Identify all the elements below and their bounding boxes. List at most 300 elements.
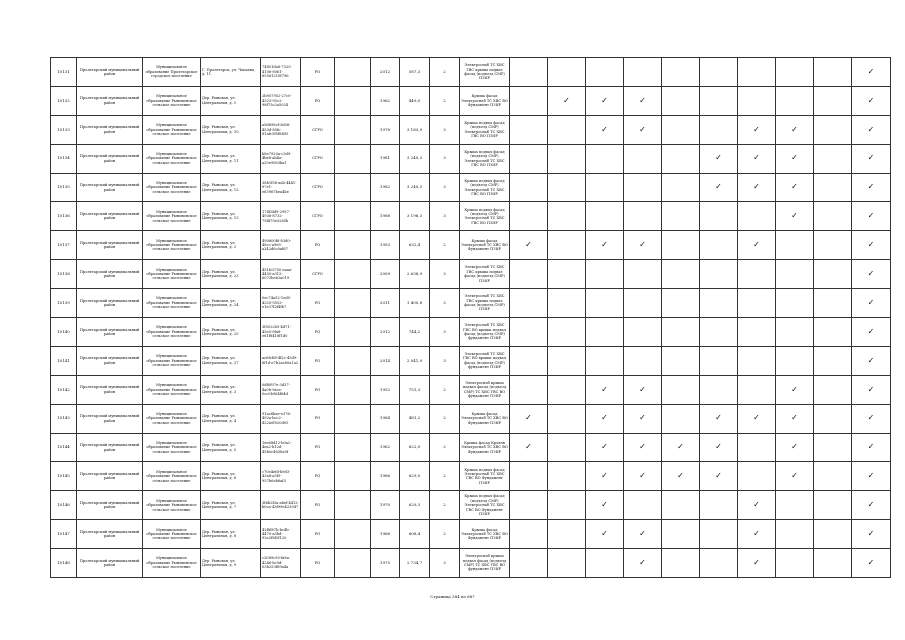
works-cell: Крыша фасад Электроснаб ТС ХВС ВО Фундамент ПЗИР [460, 404, 510, 433]
table-row [51, 231, 891, 260]
empty-check-cell [814, 404, 852, 433]
address-cell: Дер. Рыновая, ул. Центральная, д. 8 [201, 520, 261, 549]
year-cell: 1978 [371, 115, 400, 144]
check-icon: ✓ [852, 115, 891, 144]
guid-cell: 38b1f58-aab-4441-97e1-e63967bea4be [261, 173, 301, 202]
check-icon: ✓ [738, 549, 776, 578]
empty-check-cell [624, 144, 662, 173]
empty-check-cell [776, 58, 814, 87]
empty-check-cell [548, 260, 586, 289]
empty-check-cell [548, 404, 586, 433]
check-icon: ✓ [852, 86, 891, 115]
empty-check-cell [624, 202, 662, 231]
settlement-cell: Муниципальное образование Рыновинское сельское поселение [143, 404, 201, 433]
empty-check-cell [662, 86, 700, 115]
settlement-cell: Муниципальное образование Рыновинское сельское поселение [143, 433, 201, 462]
empty-check-cell [548, 144, 586, 173]
empty-check-cell [700, 318, 738, 347]
guid-cell: 74851da8-7325-4106-8061-85561210f796 [261, 58, 301, 87]
district-cell: Пролетарский муниципальный район [77, 260, 143, 289]
year-cell: 1966 [371, 520, 400, 549]
area-cell: 3 240,3 [400, 173, 430, 202]
check-icon: ✓ [776, 144, 814, 173]
area-cell: 2 734,7 [400, 549, 430, 578]
check-icon: ✓ [662, 433, 700, 462]
empty-check-cell [700, 260, 738, 289]
management-form-cell: РО [301, 404, 335, 433]
empty-check-cell [586, 260, 624, 289]
guid-cell: 3f6b2f3a-abef-4412-b0ca-43f99e423947 [261, 491, 301, 520]
table-row [51, 375, 891, 404]
empty-check-cell [700, 231, 738, 260]
check-icon: ✓ [852, 260, 891, 289]
floors-cell: 3 [430, 318, 460, 347]
empty-check-cell [814, 289, 852, 318]
floors-cell: 3 [430, 346, 460, 375]
empty-check-cell [624, 260, 662, 289]
district-cell: Пролетарский муниципальный район [77, 202, 143, 231]
check-icon: ✓ [700, 144, 738, 173]
check-icon: ✓ [624, 86, 662, 115]
management-form-cell: СГРО [301, 115, 335, 144]
empty-check-cell [586, 549, 624, 578]
address-cell: Дер. Рыновая, ул. Центральная, д. 4 [201, 404, 261, 433]
check-icon: ✓ [852, 346, 891, 375]
district-cell: Пролетарский муниципальный район [77, 86, 143, 115]
empty-check-cell [510, 289, 548, 318]
empty-check-cell [510, 549, 548, 578]
empty-check-cell [510, 58, 548, 87]
floors-cell: 3 [430, 289, 460, 318]
empty-check-cell [586, 144, 624, 173]
empty-check-cell [586, 173, 624, 202]
floors-cell: 3 [430, 115, 460, 144]
district-cell: Пролетарский муниципальный район [77, 173, 143, 202]
settlement-cell: Муниципальное образование Рыновинское сельское поселение [143, 115, 201, 144]
management-form-cell: СГРО [301, 144, 335, 173]
empty-check-cell [510, 491, 548, 520]
check-icon: ✓ [700, 462, 738, 491]
check-icon: ✓ [852, 231, 891, 260]
empty-check-cell [586, 346, 624, 375]
empty-check-cell [662, 144, 700, 173]
works-cell: Электроснаб ТС ХВС ГВС крыша подвал фасад (подъезд СМР) ПЗИР [460, 58, 510, 87]
check-icon: ✓ [738, 231, 776, 260]
row-number: 10133 [51, 115, 77, 144]
table-row [51, 491, 891, 520]
area-cell: 608,4 [400, 520, 430, 549]
empty-check-cell [510, 346, 548, 375]
empty-check-cell [548, 462, 586, 491]
table-row [51, 433, 891, 462]
address-cell: Дер. Рыновая, ул. Центральная, д. 2 [201, 231, 261, 260]
empty-check-cell [738, 375, 776, 404]
guid-cell: 0df0f07e-3d37-4a0b-9ace-0cc0b964f64d [261, 375, 301, 404]
works-cell: Крыша фасад Электроснаб ТС ХВС ВО Фундамент ПЗИР [460, 86, 510, 115]
empty-cell [335, 144, 371, 173]
empty-cell [335, 549, 371, 578]
settlement-cell: Муниципальное образование Рыновинское сельское поселение [143, 86, 201, 115]
table-row [51, 86, 891, 115]
area-cell: 751,3 [400, 375, 430, 404]
empty-check-cell [510, 375, 548, 404]
empty-check-cell [700, 58, 738, 87]
works-cell: Крыша подвал фасад (подъезд СМР) Электроснаб ТС ХВС ГВС ВО ПЗИР [460, 173, 510, 202]
guid-cell: 490800f6-83d0-48cc-a9e5-a242d6c0af67 [261, 231, 301, 260]
address-cell: Дер. Рыновая, ул. Центральная, д. 3 [201, 375, 261, 404]
empty-check-cell [510, 318, 548, 347]
floors-cell: 2 [430, 404, 460, 433]
year-cell: 2011 [371, 289, 400, 318]
area-cell: 2 638,9 [400, 260, 430, 289]
check-icon: ✓ [586, 231, 624, 260]
area-cell: 744,2 [400, 318, 430, 347]
address-cell: Дер. Рыновая, ул. Центральная, д. 11 [201, 144, 261, 173]
check-icon: ✓ [776, 404, 814, 433]
year-cell: 2012 [371, 58, 400, 87]
district-cell: Пролетарский муниципальный район [77, 462, 143, 491]
works-cell: Крыша подвал фасад (подъезд СМР) Электроснаб ТС ХВС ГВС ВО ПЗИР [460, 144, 510, 173]
management-form-cell: РО [301, 462, 335, 491]
check-icon: ✓ [738, 491, 776, 520]
floors-cell: 2 [430, 520, 460, 549]
empty-check-cell [624, 289, 662, 318]
check-icon: ✓ [852, 318, 891, 347]
works-cell: Крыша подвал фасад (подъезд СМР) Электроснаб ТС ХВС ГВС ВО ПЗИР [460, 115, 510, 144]
housing-register-table [50, 57, 891, 578]
guid-cell: 42f8f87b-bc4b-4470-a5bd-92e2f8f2f120 [261, 520, 301, 549]
area-cell: 629,5 [400, 462, 430, 491]
area-cell: 3 196,3 [400, 202, 430, 231]
empty-check-cell [662, 231, 700, 260]
empty-check-cell [662, 549, 700, 578]
works-cell: Крыша фасад Электроснаб ТС ХВС ВО Фундамент ПЗИР [460, 520, 510, 549]
check-icon: ✓ [510, 404, 548, 433]
empty-check-cell [738, 86, 776, 115]
check-icon: ✓ [586, 404, 624, 433]
empty-check-cell [662, 318, 700, 347]
management-form-cell: РО [301, 549, 335, 578]
row-number: 10138 [51, 260, 77, 289]
empty-check-cell [510, 462, 548, 491]
guid-cell: b8e7920a-c3d9-4be8-ab4a-a29e9563ba1 [261, 144, 301, 173]
guid-cell: c70e4efd-b9d3-43a8-a5f5-957b6eb8af3 [261, 462, 301, 491]
floors-cell: 2 [430, 433, 460, 462]
table-row [51, 289, 891, 318]
check-icon: ✓ [624, 375, 662, 404]
table-row [51, 173, 891, 202]
empty-check-cell [776, 491, 814, 520]
year-cell: 1966 [371, 462, 400, 491]
district-cell: Пролетарский муниципальный район [77, 144, 143, 173]
settlement-cell: Муниципальное образование Рыновинское сельское поселение [143, 520, 201, 549]
empty-check-cell [548, 173, 586, 202]
district-cell: Пролетарский муниципальный район [77, 491, 143, 520]
works-cell: Электроснаб ТС ХВС ГВС ВО крыша подвал фасад (подъезд СМР) фундамент ПЗИР [460, 346, 510, 375]
check-icon: ✓ [852, 491, 891, 520]
area-cell: 622,0 [400, 433, 430, 462]
table-row [51, 115, 891, 144]
area-cell: 481,2 [400, 404, 430, 433]
empty-check-cell [662, 202, 700, 231]
area-cell: 3 240,3 [400, 144, 430, 173]
row-number: 10134 [51, 144, 77, 173]
year-cell: 1982 [371, 173, 400, 202]
management-form-cell: СГРО [301, 173, 335, 202]
check-icon: ✓ [776, 433, 814, 462]
guid-cell: c2089c95-fa8a-4246-bc9d-03b253f89a4a [261, 549, 301, 578]
check-icon: ✓ [586, 520, 624, 549]
empty-check-cell [548, 115, 586, 144]
empty-check-cell [548, 433, 586, 462]
row-number: 10144 [51, 433, 77, 462]
check-icon: ✓ [510, 433, 548, 462]
district-cell: Пролетарский муниципальный район [77, 231, 143, 260]
empty-check-cell [510, 86, 548, 115]
area-cell: 587,3 [400, 58, 430, 87]
table-row [51, 462, 891, 491]
works-cell: Крыша подвал фасад (подъезд СМР) Электроснаб ТС ХВС ГВС ВО ПЗИР [460, 202, 510, 231]
guid-cell: 174f3bf9-2957-4936-8732-794f70e3265b [261, 202, 301, 231]
check-icon: ✓ [776, 173, 814, 202]
empty-check-cell [662, 375, 700, 404]
empty-check-cell [624, 173, 662, 202]
check-icon: ✓ [738, 115, 776, 144]
settlement-cell: Муниципальное образование Рыновинское сельское поселение [143, 462, 201, 491]
empty-check-cell [624, 58, 662, 87]
empty-check-cell [662, 520, 700, 549]
empty-check-cell [700, 549, 738, 578]
check-icon: ✓ [852, 404, 891, 433]
empty-check-cell [814, 491, 852, 520]
empty-check-cell [814, 260, 852, 289]
check-icon: ✓ [624, 231, 662, 260]
empty-cell [335, 58, 371, 87]
check-icon: ✓ [852, 173, 891, 202]
table-row [51, 58, 891, 87]
row-number: 10142 [51, 375, 77, 404]
empty-check-cell [548, 318, 586, 347]
works-cell: Электроснаб ТС ХВС ГВС ВО крыша подвал фасад (подъезд СМР) фундамент ПЗИР [460, 318, 510, 347]
table-row [51, 346, 891, 375]
year-cell: 1975 [371, 549, 400, 578]
empty-check-cell [548, 549, 586, 578]
address-cell: Дер. Рыновая, ул. Центральная, д. 6 [201, 462, 261, 491]
guid-cell: 0ec74a52-1ed5-4325-9552-e1e37f2f4fb7 [261, 289, 301, 318]
empty-check-cell [662, 289, 700, 318]
check-icon: ✓ [624, 520, 662, 549]
row-number: 10143 [51, 404, 77, 433]
check-icon: ✓ [852, 549, 891, 578]
check-icon: ✓ [624, 549, 662, 578]
row-number: 10141 [51, 346, 77, 375]
guid-cell: 1ee68d12-b0a2-4ea2-b12d-45b0c4638a9f [261, 433, 301, 462]
district-cell: Пролетарский муниципальный район [77, 58, 143, 87]
check-icon: ✓ [852, 58, 891, 87]
empty-check-cell [700, 375, 738, 404]
empty-check-cell [700, 346, 738, 375]
year-cell: 1962 [371, 86, 400, 115]
empty-check-cell [814, 115, 852, 144]
check-icon: ✓ [852, 202, 891, 231]
works-cell: Электроснаб ТС ХВС ГВС крыша подвал фасад (подъезд СМР) ПЗИР [460, 260, 510, 289]
district-cell: Пролетарский муниципальный район [77, 549, 143, 578]
year-cell: 1970 [371, 491, 400, 520]
empty-check-cell [586, 58, 624, 87]
document-page [50, 57, 890, 578]
management-form-cell: РО [301, 86, 335, 115]
empty-check-cell [738, 289, 776, 318]
check-icon: ✓ [700, 433, 738, 462]
management-form-cell: РО [301, 375, 335, 404]
settlement-cell: Муниципальное образование Пролетарское городское поселение [143, 58, 201, 87]
check-icon: ✓ [852, 289, 891, 318]
empty-cell [335, 231, 371, 260]
works-cell: Электроснаб ТС ХВС ГВС крыша подвал фасад (подъезд СМР) ПЗИР [460, 289, 510, 318]
row-number: 10131 [51, 58, 77, 87]
row-number: 10148 [51, 549, 77, 578]
empty-check-cell [700, 491, 738, 520]
settlement-cell: Муниципальное образование Рыновинское сельское поселение [143, 289, 201, 318]
empty-check-cell [814, 462, 852, 491]
area-cell: 632,4 [400, 231, 430, 260]
empty-check-cell [510, 520, 548, 549]
address-cell: Дер. Рыновая, ул. Центральная, д. 1 [201, 86, 261, 115]
check-icon: ✓ [586, 375, 624, 404]
empty-check-cell [814, 231, 852, 260]
year-cell: 1962 [371, 433, 400, 462]
floors-cell: 3 [430, 173, 460, 202]
check-icon: ✓ [700, 173, 738, 202]
table-row [51, 549, 891, 578]
empty-check-cell [624, 491, 662, 520]
check-icon: ✓ [776, 375, 814, 404]
management-form-cell: РО [301, 289, 335, 318]
empty-cell [335, 202, 371, 231]
check-icon: ✓ [852, 462, 891, 491]
check-icon: ✓ [738, 144, 776, 173]
floors-cell: 3 [430, 202, 460, 231]
check-icon: ✓ [548, 86, 586, 115]
floors-cell: 2 [430, 231, 460, 260]
floors-cell: 3 [430, 260, 460, 289]
address-cell: Дер. Рыновая, ул. Центральная, д. 25 [201, 318, 261, 347]
check-icon: ✓ [510, 231, 548, 260]
empty-cell [335, 404, 371, 433]
floors-cell: 2 [430, 462, 460, 491]
settlement-cell: Муниципальное образование Рыновинское сельское поселение [143, 173, 201, 202]
year-cell: 1981 [371, 144, 400, 173]
area-cell: 2 041,9 [400, 346, 430, 375]
empty-check-cell [738, 346, 776, 375]
settlement-cell: Муниципальное образование Рыновинское сельское поселение [143, 375, 201, 404]
guid-cell: 2b957952-27c0-4323-95c2-98f75c2a5034 [261, 86, 301, 115]
district-cell: Пролетарский муниципальный район [77, 520, 143, 549]
empty-cell [335, 520, 371, 549]
check-icon: ✓ [738, 404, 776, 433]
settlement-cell: Муниципальное образование Рыновинское сельское поселение [143, 491, 201, 520]
check-icon: ✓ [776, 462, 814, 491]
works-cell: Крыша подвал фасад Электроснаб ТС ХВС ГВС ВО Фундамент ПЗИР [460, 462, 510, 491]
check-icon: ✓ [586, 433, 624, 462]
guid-cell: 91ac6bae-e376-492a-bcc2-d22a0f920d05 [261, 404, 301, 433]
check-icon: ✓ [700, 404, 738, 433]
empty-cell [335, 173, 371, 202]
area-cell: 3 183,9 [400, 115, 430, 144]
check-icon: ✓ [738, 520, 776, 549]
address-cell: Дер. Рыновая, ул. Центральная, д. 10 [201, 115, 261, 144]
works-cell: Крыша фасад Электроснаб ТС ХВС ВО Фундамент ПЗИР [460, 231, 510, 260]
row-number: 10147 [51, 520, 77, 549]
address-cell: Дер. Рыновая, ул. Центральная, д. 23 [201, 260, 261, 289]
guid-cell: 3f502283-4d71-45e5-9fa8-e61f8418f1d0 [261, 318, 301, 347]
empty-check-cell [738, 433, 776, 462]
management-form-cell: РО [301, 58, 335, 87]
settlement-cell: Муниципальное образование Рыновинское сельское поселение [143, 346, 201, 375]
empty-check-cell [510, 173, 548, 202]
empty-cell [335, 86, 371, 115]
empty-check-cell [814, 144, 852, 173]
empty-check-cell [662, 404, 700, 433]
floors-cell: 2 [430, 491, 460, 520]
district-cell: Пролетарский муниципальный район [77, 404, 143, 433]
check-icon: ✓ [852, 433, 891, 462]
check-icon: ✓ [662, 462, 700, 491]
empty-check-cell [700, 202, 738, 231]
settlement-cell: Муниципальное образование Рыновинское сельское поселение [143, 231, 201, 260]
empty-check-cell [548, 58, 586, 87]
management-form-cell: РО [301, 231, 335, 260]
empty-check-cell [814, 58, 852, 87]
empty-check-cell [586, 202, 624, 231]
empty-check-cell [548, 520, 586, 549]
row-number: 10136 [51, 202, 77, 231]
empty-check-cell [510, 202, 548, 231]
empty-check-cell [662, 346, 700, 375]
check-icon: ✓ [586, 86, 624, 115]
works-cell: Крыша подвал фасад (подъезд СМР) Электроснаб ТС ХВС ГВС ВО Фундамент ПЗИР [460, 491, 510, 520]
district-cell: Пролетарский муниципальный район [77, 289, 143, 318]
empty-cell [335, 346, 371, 375]
empty-check-cell [624, 318, 662, 347]
empty-cell [335, 289, 371, 318]
table-row [51, 260, 891, 289]
district-cell: Пролетарский муниципальный район [77, 375, 143, 404]
row-number: 10137 [51, 231, 77, 260]
empty-check-cell [510, 144, 548, 173]
address-cell: Дер. Рыновая, ул. Центральная, д. 5 [201, 433, 261, 462]
check-icon: ✓ [738, 173, 776, 202]
year-cell: 1964 [371, 404, 400, 433]
empty-check-cell [814, 346, 852, 375]
check-icon: ✓ [852, 375, 891, 404]
check-icon: ✓ [852, 520, 891, 549]
management-form-cell: РО [301, 520, 335, 549]
check-icon: ✓ [852, 144, 891, 173]
check-icon: ✓ [776, 115, 814, 144]
year-cell: 2009 [371, 260, 400, 289]
empty-cell [335, 375, 371, 404]
row-number: 10139 [51, 289, 77, 318]
address-cell: Дер. Рыновая, ул. Центральная, д. 27 [201, 346, 261, 375]
management-form-cell: РО [301, 433, 335, 462]
guid-cell: 451fc5750-aaaa-4450-a315-6073be62a019 [261, 260, 301, 289]
address-cell: Дер. Рыновая, ул. Центральная, д. 24 [201, 289, 261, 318]
empty-cell [335, 462, 371, 491]
management-form-cell: СГРО [301, 202, 335, 231]
floors-cell: 2 [430, 86, 460, 115]
works-cell: Крыша фасад Кровля Электроснаб ТС ХВС ВО Фундамент ПЗИР [460, 433, 510, 462]
